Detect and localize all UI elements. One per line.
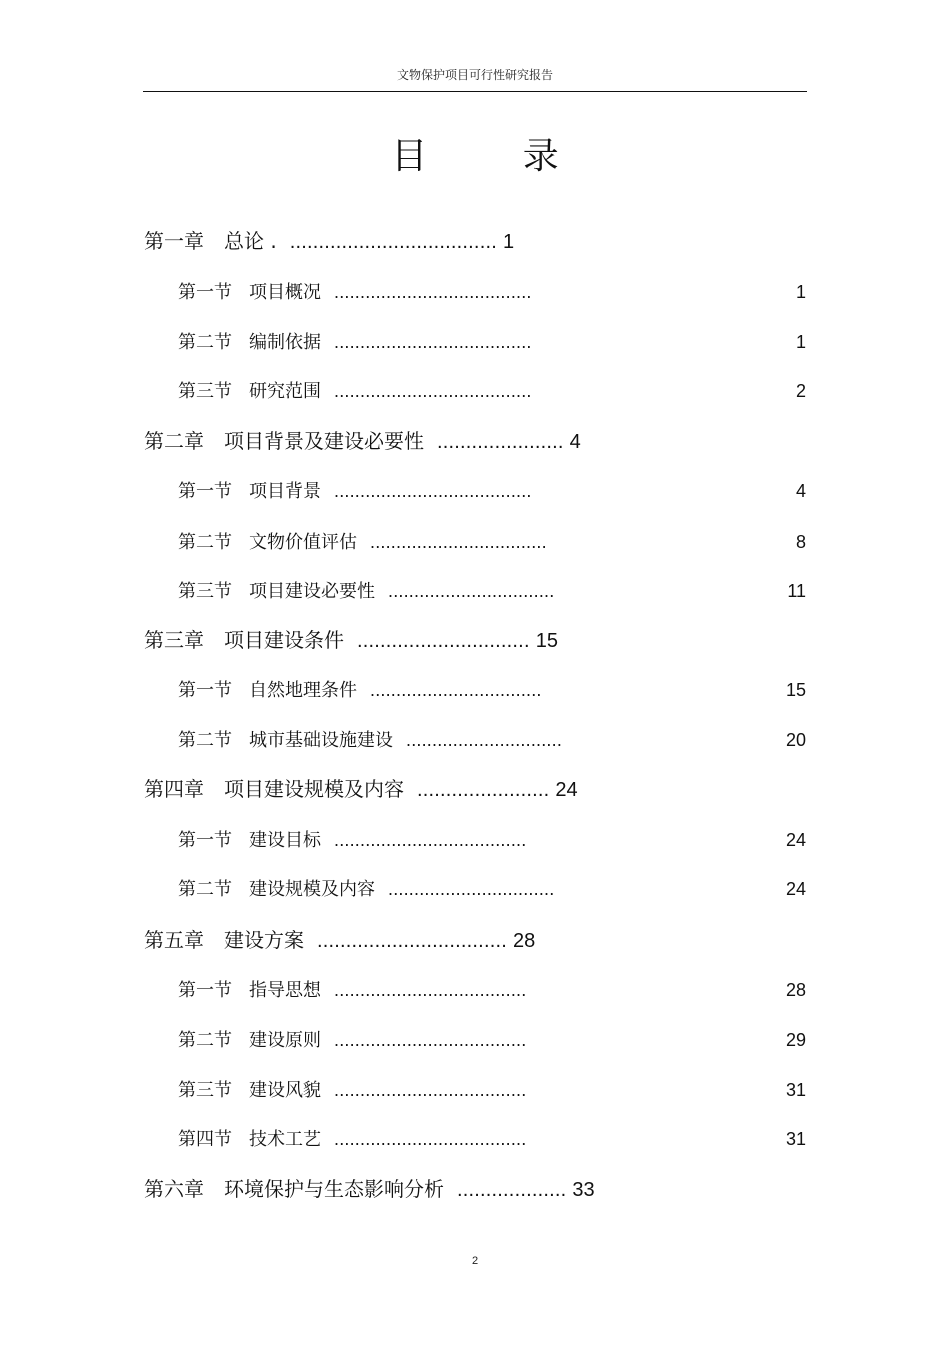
toc-page-number: 15 — [785, 680, 806, 700]
toc-leader-dots: ..................................... — [334, 980, 527, 1000]
toc-entry-number: 第三节 — [178, 381, 232, 402]
toc-entry-title: 项目建设规模及内容 — [224, 777, 404, 801]
toc-page-number: 1 — [502, 231, 515, 253]
toc-chapter-entry[interactable] — [144, 930, 535, 951]
toc-entry-title: 城市基础设施建设 — [249, 730, 393, 751]
toc-leader-dots: ................................ — [388, 879, 555, 899]
toc-leader-dots: .................................... — [289, 231, 497, 253]
toc-entry-title: 文物价值评估 — [249, 532, 357, 553]
toc-entry-number: 第六章 — [144, 1177, 204, 1201]
toc-leader-dots: ................................ — [388, 581, 555, 601]
toc-section-entry[interactable] — [178, 681, 542, 700]
toc-section-entry[interactable] — [178, 382, 532, 401]
toc-page-number: 24 — [555, 779, 578, 801]
toc-page-number: 28 — [512, 930, 536, 952]
toc-section-entry[interactable] — [178, 333, 532, 352]
toc-chapter-entry[interactable] — [144, 779, 578, 800]
toc-page-number: 28 — [785, 980, 806, 1000]
toc-entry-number: 第一章 — [144, 229, 204, 253]
toc-entry-number: 第二节 — [178, 730, 232, 751]
toc-page-number: 4 — [795, 481, 806, 501]
toc-page-number: 31 — [785, 1080, 806, 1100]
toc-entry-title: 项目概况 — [249, 282, 321, 303]
toc-page-number: 29 — [785, 1030, 806, 1050]
toc-entry-number: 第四章 — [144, 777, 204, 801]
toc-section-entry[interactable] — [178, 533, 547, 552]
toc-page-number: 8 — [795, 532, 806, 552]
toc-page-number: 31 — [785, 1129, 806, 1149]
toc-leader-dots: .............................. — [406, 730, 563, 750]
toc-entry-title: 建设方案 — [224, 928, 304, 952]
toc-entry-number: 第三节 — [178, 1080, 232, 1101]
toc-page-number: 24 — [785, 879, 806, 899]
toc-page-number: 1 — [795, 332, 806, 352]
toc-chapter-entry[interactable] — [144, 231, 514, 252]
toc-leader-dots: .................................. — [370, 532, 547, 552]
toc-section-entry[interactable] — [178, 1081, 526, 1100]
toc-entry-title: 自然地理条件 — [249, 680, 357, 701]
toc-leader-dots: ................... — [457, 1179, 567, 1201]
toc-leader-dots: ..................................... — [334, 1030, 527, 1050]
toc-leader-dots: .............................. — [357, 630, 530, 652]
toc-entry-title: 建设规模及内容 — [249, 879, 375, 900]
running-header: 文物保护项目可行性研究报告 — [396, 68, 553, 82]
toc-page-number: 15 — [535, 630, 558, 652]
toc-leader-dots: ...................................... — [334, 282, 532, 302]
toc-chapter-entry[interactable] — [144, 630, 558, 651]
toc-leader-dots: ...................................... — [334, 381, 532, 401]
toc-leader-dots: ..................................... — [334, 830, 527, 850]
toc-leader-dots: ..................................... — [334, 1080, 527, 1100]
toc-entry-number: 第二节 — [178, 1030, 232, 1051]
toc-section-entry[interactable] — [178, 582, 554, 601]
toc-entry-title: 项目建设必要性 — [249, 581, 375, 602]
toc-entry-title: 研究范围 — [249, 381, 321, 402]
toc-entry-title: 指导思想 — [249, 980, 321, 1001]
toc-page-number: 2 — [795, 381, 806, 401]
toc-entry-title: 技术工艺 — [249, 1129, 321, 1150]
toc-leader-dots: ...................................... — [334, 332, 532, 352]
toc-page-number: 24 — [785, 830, 806, 850]
toc-entry-number: 第二章 — [144, 429, 204, 453]
toc-chapter-entry[interactable] — [144, 1179, 595, 1200]
toc-section-entry[interactable] — [178, 1031, 526, 1050]
toc-entry-title: 建设风貌 — [249, 1080, 321, 1101]
toc-section-entry[interactable] — [178, 1130, 526, 1149]
toc-chapter-entry[interactable] — [144, 431, 581, 452]
toc-page-number: 33 — [572, 1179, 595, 1201]
toc-entry-number: 第一节 — [178, 680, 232, 701]
toc-entry-title: 项目建设条件 — [224, 628, 344, 652]
toc-entry-title: 编制依据 — [249, 332, 321, 353]
toc-section-entry[interactable] — [178, 880, 554, 899]
toc-page-number: 11 — [787, 581, 806, 601]
toc-page-number: 4 — [569, 431, 581, 453]
toc-entry-number: 第一节 — [178, 282, 232, 303]
toc-page-number: 1 — [795, 282, 806, 302]
toc-entry-title: 环境保护与生态影响分析 — [224, 1177, 444, 1201]
toc-entry-number: 第一节 — [178, 830, 232, 851]
toc-entry-number: 第一节 — [178, 980, 232, 1001]
toc-entry-title: 建设目标 — [249, 830, 321, 851]
toc-entry-number: 第二节 — [178, 332, 232, 353]
toc-entry-number: 第五章 — [144, 928, 204, 952]
toc-leader-dots: ...................................... — [334, 481, 532, 501]
toc-leader-dots: ....................... — [417, 779, 550, 801]
toc-section-entry[interactable] — [178, 831, 526, 850]
toc-title: 目 录 — [391, 136, 601, 177]
toc-entry-title: 建设原则 — [249, 1030, 321, 1051]
toc-leader-dots: ................................. — [317, 930, 507, 952]
toc-leader-dots: ..................................... — [334, 1129, 527, 1149]
toc-entry-number: 第二节 — [178, 532, 232, 553]
toc-entry-number: 第三章 — [144, 628, 204, 652]
toc-entry-title: 项目背景 — [249, 481, 321, 502]
toc-section-entry[interactable] — [178, 482, 532, 501]
toc-entry-number: 第一节 — [178, 481, 232, 502]
toc-leader-dots: ...................... — [437, 431, 564, 453]
toc-section-entry[interactable] — [178, 981, 526, 1000]
toc-entry-number: 第三节 — [178, 581, 232, 602]
toc-section-entry[interactable] — [178, 283, 532, 302]
page-number: 2 — [471, 1255, 479, 1267]
toc-entry-number: 第二节 — [178, 879, 232, 900]
toc-entry-number: 第四节 — [178, 1129, 232, 1150]
toc-entry-title: 项目背景及建设必要性 — [224, 429, 424, 453]
toc-page-number: 20 — [785, 730, 806, 750]
toc-section-entry[interactable] — [178, 731, 562, 750]
toc-entry-title: 总论 . — [224, 229, 277, 253]
toc-leader-dots: ................................. — [370, 680, 542, 700]
